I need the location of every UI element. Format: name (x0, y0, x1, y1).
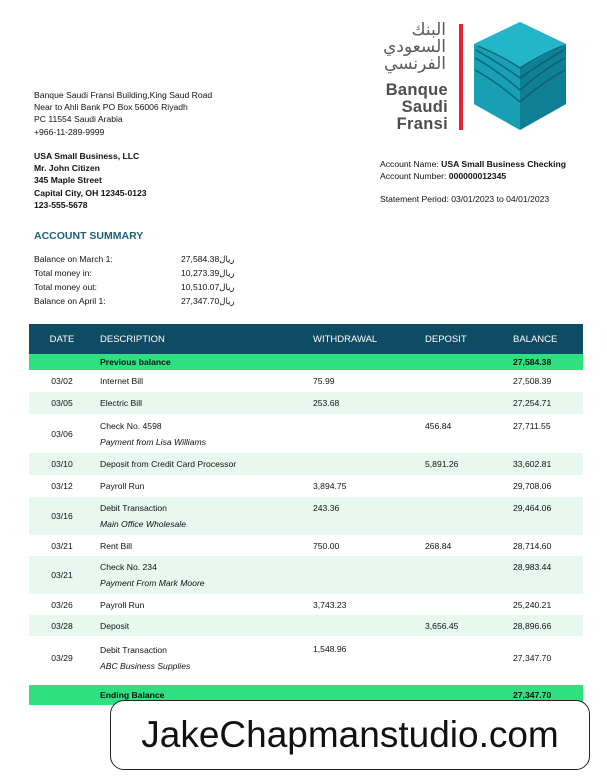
summary-label: Total money in: (34, 268, 92, 278)
address-line: Near to Ahli Bank PO Box 56006 Riyadh (34, 102, 188, 113)
row-date: 03/28 (29, 615, 95, 636)
row-withdrawal: 243.36 (313, 497, 425, 535)
row-description: Deposit from Credit Card Processor (95, 453, 313, 475)
row-balance: 28,983.44 (501, 556, 583, 594)
row-deposit (425, 370, 501, 392)
row-balance: 27,254.71 (501, 392, 583, 414)
row-description-cell (95, 556, 313, 594)
customer-address (34, 150, 147, 211)
account-summary-title: ACCOUNT SUMMARY (34, 230, 144, 242)
summary-row (34, 254, 244, 268)
summary-value: ريال27,347.70 (181, 296, 235, 306)
table-row (29, 414, 583, 453)
row-subdescription: Main Office Wholesale (100, 519, 186, 529)
row-description: Rent Bill (100, 540, 132, 551)
customer-street: 345 Maple Street (34, 175, 102, 186)
row-subdescription: ABC Business Supplies (100, 661, 191, 671)
table-row (29, 475, 583, 497)
summary-label: Balance on March 1: (34, 254, 113, 264)
row-balance: 27,347.70 (513, 653, 552, 663)
row-balance: 27,508.39 (513, 376, 552, 386)
summary-value: ريال27,584.38 (181, 254, 235, 264)
row-balance: 27,711.55 (513, 421, 551, 431)
logo-arabic-line: الفرنسي (384, 54, 446, 74)
table-row (29, 594, 583, 615)
customer-phone: 123-555-5678 (34, 199, 88, 210)
summary-row (34, 282, 244, 296)
ending-balance-value: 27,347.70 (501, 685, 583, 705)
row-deposit (425, 594, 501, 615)
table-row (29, 392, 583, 414)
row-description: Debit Transaction (100, 503, 167, 513)
row-balance: 25,240.21 (513, 599, 552, 610)
row-description: Debit Transaction (100, 645, 167, 655)
header-deposit: DEPOSIT (425, 324, 501, 354)
header-description: DESCRIPTION (95, 324, 313, 354)
row-withdrawal: 1,548.96 (313, 644, 347, 654)
header-withdrawal: WITHDRAWAL (313, 324, 425, 354)
bank-logo-arabic (366, 22, 446, 73)
row-deposit (425, 392, 501, 414)
statement-period (380, 194, 549, 204)
transactions-table (29, 324, 583, 705)
row-description-cell (95, 414, 313, 453)
header-date: DATE (29, 324, 95, 354)
row-date: 03/02 (51, 376, 73, 386)
row-description: Check No. 234 (100, 562, 157, 572)
row-date: 03/10 (29, 453, 95, 475)
row-date: 03/21 (29, 556, 95, 594)
table-row (29, 636, 583, 680)
row-deposit: 5,891.26 (425, 453, 501, 475)
row-withdrawal (313, 615, 425, 636)
period-label: Statement Period: (380, 194, 449, 204)
row-balance: 33,602.81 (501, 453, 583, 475)
row-description: Internet Bill (100, 376, 143, 386)
previous-balance-row (29, 354, 583, 370)
ending-balance-label: Ending Balance (95, 685, 313, 705)
watermark-banner: JakeChapmanstudio.com (110, 700, 590, 770)
row-deposit: 456.84 (425, 421, 452, 431)
row-description: Deposit (95, 615, 313, 636)
row-withdrawal: 253.68 (313, 392, 425, 414)
bank-logo-english (382, 82, 448, 133)
row-balance: 29,708.06 (513, 481, 552, 491)
row-description-cell (95, 636, 313, 680)
table-row (29, 497, 583, 535)
previous-balance-value: 27,584.38 (501, 354, 583, 370)
customer-company: USA Small Business, LLC (34, 151, 140, 161)
row-date: 03/29 (51, 653, 73, 663)
row-deposit: 3,656.45 (425, 615, 501, 636)
logo-arabic-line: البنك (411, 20, 446, 40)
row-date: 03/06 (51, 428, 73, 439)
previous-balance-label: Previous balance (95, 354, 313, 370)
logo-english-line: Saudi (401, 98, 448, 116)
summary-label: Total money out: (34, 282, 98, 292)
row-withdrawal (313, 453, 425, 475)
row-deposit (425, 475, 501, 497)
row-subdescription: Payment from Lisa Williams (100, 436, 206, 447)
table-row (29, 556, 583, 594)
table-row (29, 453, 583, 475)
row-description: Check No. 4598 (100, 420, 162, 431)
row-balance: 28,896.66 (501, 615, 583, 636)
logo-english-line: Fransi (396, 115, 448, 133)
bank-address (34, 89, 212, 138)
customer-name: Mr. John Citizen (34, 163, 100, 174)
logo-arabic-line: السعودي (383, 37, 446, 57)
row-description: Payroll Run (100, 599, 145, 610)
summary-label: Balance on April 1: (34, 296, 106, 306)
row-withdrawal: 3,743.23 (313, 599, 347, 610)
row-description: Electric Bill (95, 392, 313, 414)
row-date: 03/12 (51, 481, 73, 491)
row-description-cell (95, 497, 313, 535)
table-row (29, 615, 583, 636)
row-withdrawal: 750.00 (313, 540, 340, 551)
summary-value: ريال10,273.39 (181, 268, 235, 278)
summary-value: ريال10,510.07 (181, 282, 235, 292)
account-name-label: Account Name: (380, 159, 439, 169)
account-number-value: 000000012345 (448, 171, 507, 181)
row-deposit (425, 497, 501, 535)
account-info (380, 158, 566, 182)
row-withdrawal (313, 556, 425, 594)
row-date: 03/16 (29, 497, 95, 535)
address-phone: +966-11-289-9999 (34, 126, 105, 137)
summary-row (34, 268, 244, 282)
row-date: 03/05 (29, 392, 95, 414)
address-line: PC 11554 Saudi Arabia (34, 114, 123, 125)
row-deposit: 268.84 (425, 540, 452, 551)
table-header-row (29, 324, 583, 354)
account-summary (34, 254, 244, 310)
address-line: Banque Saudi Fransi Building,King Saud Road (34, 90, 213, 100)
row-deposit (425, 636, 501, 680)
table-row (29, 370, 583, 392)
row-withdrawal: 3,894.75 (313, 481, 347, 491)
row-date: 03/26 (51, 599, 73, 610)
period-value: 03/01/2023 to 04/01/2023 (451, 194, 550, 204)
row-deposit (425, 556, 501, 594)
row-withdrawal: 75.99 (313, 376, 335, 386)
account-name-value: USA Small Business Checking (441, 159, 566, 169)
row-subdescription: Payment From Mark Moore (100, 578, 205, 588)
header-balance: BALANCE (501, 324, 583, 354)
row-balance: 28,714.60 (513, 540, 552, 551)
summary-row (34, 296, 244, 310)
row-balance: 29,464.06 (501, 497, 583, 535)
customer-city: Capital City, OH 12345-0123 (34, 187, 147, 198)
logo-english-line: Banque (385, 81, 448, 99)
row-withdrawal (313, 414, 425, 453)
logo-red-bar (459, 24, 463, 130)
table-row (29, 535, 583, 556)
bank-logo-cube-icon (470, 20, 570, 132)
row-description: Payroll Run (100, 481, 145, 491)
account-number-label: Account Number: (380, 171, 447, 181)
row-date: 03/21 (51, 540, 73, 551)
